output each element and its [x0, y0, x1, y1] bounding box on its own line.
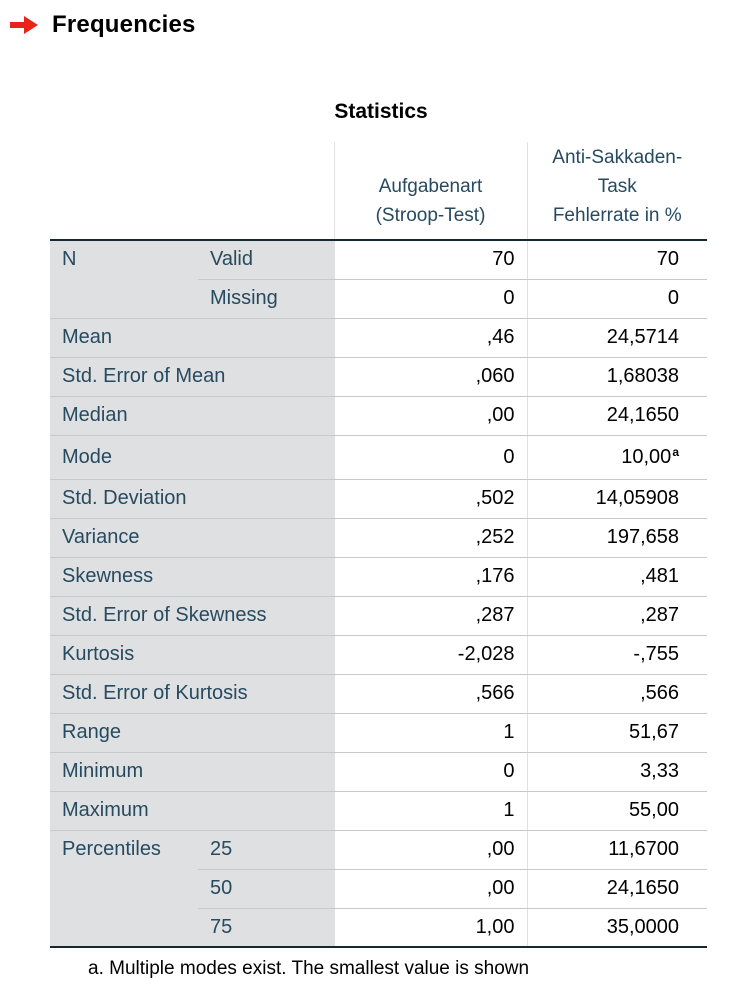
- table-row: [50, 830, 707, 869]
- table-row: [50, 869, 707, 908]
- cell-value: ,502: [334, 479, 527, 518]
- row-label: Std. Deviation: [50, 479, 334, 518]
- cell-value: ,00: [334, 830, 527, 869]
- row-sublabel: 25: [198, 830, 334, 869]
- row-label: Kurtosis: [50, 635, 334, 674]
- section-title[interactable]: Frequencies: [52, 11, 196, 38]
- table-row: [50, 435, 707, 479]
- cell-value: -2,028: [334, 635, 527, 674]
- cell-value: ,481: [527, 557, 707, 596]
- footnote-marker: a: [672, 445, 679, 459]
- cell-value: 0: [334, 279, 527, 318]
- cell-value: ,566: [334, 674, 527, 713]
- cell-value: 55,00: [527, 791, 707, 830]
- column-header-fehlerrate: Anti-Sakkaden- Task Fehlerrate in %: [527, 142, 707, 240]
- table-row: [50, 596, 707, 635]
- cell-value: 3,33: [527, 752, 707, 791]
- table-row: [50, 791, 707, 830]
- cell-value: 0: [527, 279, 707, 318]
- cell-value: 14,05908: [527, 479, 707, 518]
- row-label: N: [50, 240, 198, 279]
- table-row: [50, 557, 707, 596]
- table-title: Statistics: [334, 100, 428, 123]
- cell-value: 1: [334, 791, 527, 830]
- cell-value: 197,658: [527, 518, 707, 557]
- table-row: [50, 635, 707, 674]
- row-sublabel: Missing: [198, 279, 334, 318]
- table-row: [50, 396, 707, 435]
- cell-value: 0: [334, 752, 527, 791]
- cell-value: ,252: [334, 518, 527, 557]
- row-label: [50, 908, 198, 947]
- table-row: [50, 518, 707, 557]
- arrow-right-icon: [8, 13, 44, 37]
- row-sublabel: 50: [198, 869, 334, 908]
- cell-value: ,287: [334, 596, 527, 635]
- row-label: Skewness: [50, 557, 334, 596]
- row-label: Std. Error of Skewness: [50, 596, 334, 635]
- column-header-aufgabenart: Aufgabenart (Stroop-Test): [334, 142, 527, 240]
- cell-value: ,46: [334, 318, 527, 357]
- row-label: Variance: [50, 518, 334, 557]
- table-footnote: a. Multiple modes exist. The smallest value is shown: [88, 958, 530, 979]
- table-row: [50, 908, 707, 947]
- cell-value: 24,1650: [527, 396, 707, 435]
- cell-value: ,00: [334, 396, 527, 435]
- cell-value: -,755: [527, 635, 707, 674]
- row-label: Std. Error of Kurtosis: [50, 674, 334, 713]
- row-label: Maximum: [50, 791, 334, 830]
- cell-value: 0: [334, 435, 527, 479]
- table-row: [50, 318, 707, 357]
- cell-value: 1,00: [334, 908, 527, 947]
- cell-value: 35,0000: [527, 908, 707, 947]
- row-label: Mean: [50, 318, 334, 357]
- row-label: Range: [50, 713, 334, 752]
- table-row: [50, 713, 707, 752]
- row-label: Minimum: [50, 752, 334, 791]
- cell-value: 1: [334, 713, 527, 752]
- cell-value: 1,68038: [527, 357, 707, 396]
- row-sublabel: 75: [198, 908, 334, 947]
- cell-value: ,00: [334, 869, 527, 908]
- cell-value: 51,67: [527, 713, 707, 752]
- cell-value: 24,1650: [527, 869, 707, 908]
- table-row: [50, 279, 707, 318]
- table-row: [50, 357, 707, 396]
- cell-value-mode: 10,00$^a$: [527, 435, 707, 479]
- cell-value: ,287: [527, 596, 707, 635]
- table-row: [50, 752, 707, 791]
- table-row: [50, 479, 707, 518]
- row-label: [50, 869, 198, 908]
- cell-value: 11,6700: [527, 830, 707, 869]
- row-label: Percentiles: [50, 830, 198, 869]
- header-corner: [50, 142, 334, 240]
- row-label: Median: [50, 396, 334, 435]
- row-sublabel: Valid: [198, 240, 334, 279]
- cell-value: 70: [334, 240, 527, 279]
- cell-value: 24,5714: [527, 318, 707, 357]
- cell-value: ,566: [527, 674, 707, 713]
- row-label: Mode: [50, 435, 334, 479]
- row-label: [50, 279, 198, 318]
- table-row: [50, 240, 707, 279]
- cell-value: ,176: [334, 557, 527, 596]
- output-header: [8, 8, 196, 42]
- row-label: Std. Error of Mean: [50, 357, 334, 396]
- cell-value: ,060: [334, 357, 527, 396]
- table-row: [50, 674, 707, 713]
- statistics-table: [50, 142, 707, 948]
- cell-value: 70: [527, 240, 707, 279]
